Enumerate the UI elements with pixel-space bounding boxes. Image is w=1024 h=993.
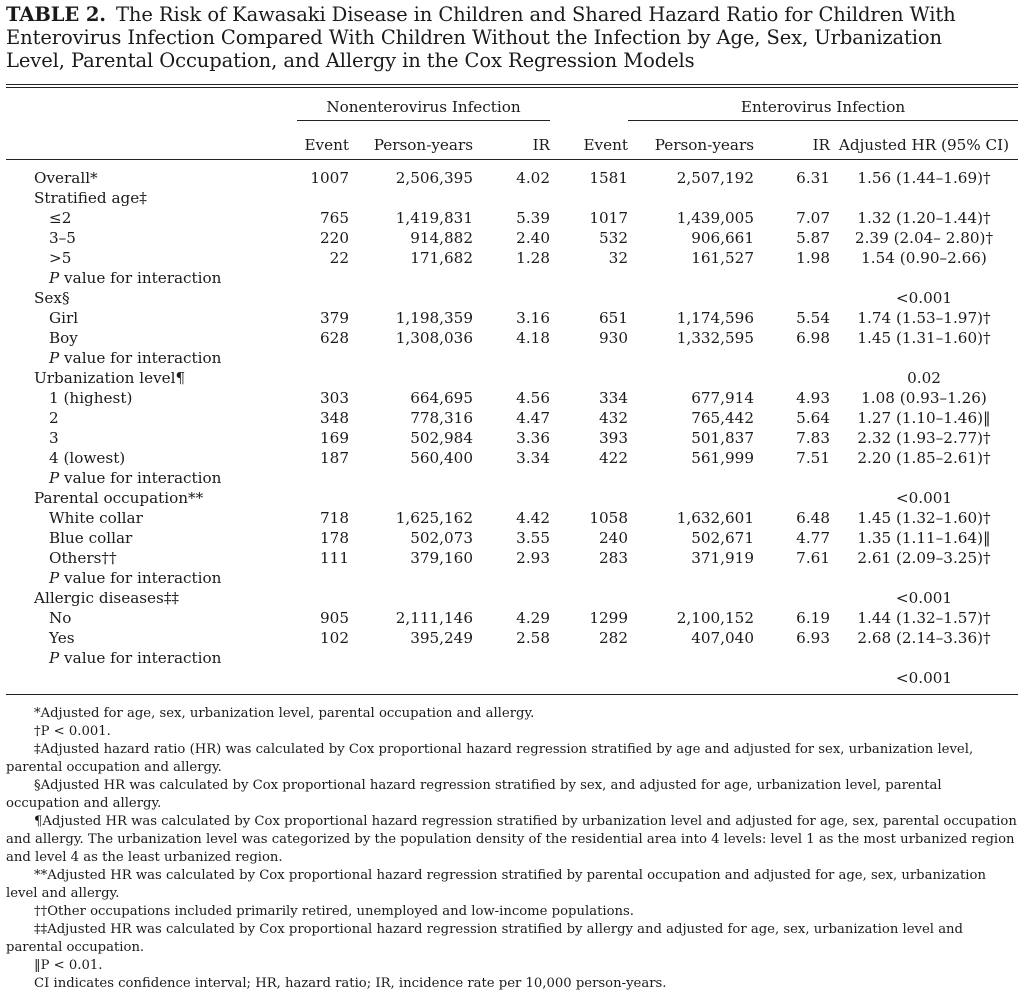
table-row — [6, 388, 1018, 408]
table-row — [6, 228, 1018, 248]
cell-event-non: 22 — [329, 249, 349, 267]
table-row — [6, 368, 1018, 388]
caption-line-3: Level, Parental Occupation, and Allergy in the Cox Regression Models — [6, 49, 695, 72]
cell-ir-entero: 7.07 — [796, 209, 830, 227]
cell-ir-entero — [754, 468, 830, 488]
cell-adjusted-hr: 2.32 (1.93–2.77)† — [857, 429, 991, 447]
cell-ir-entero: 1.98 — [796, 249, 830, 267]
row-label: Parental occupation** — [34, 489, 204, 507]
p-italic: P — [49, 649, 60, 667]
cell-person-years-entero — [628, 288, 754, 308]
cell-ir-non: 2.93 — [516, 549, 550, 567]
cell-adjusted-hr: 1.56 (1.44–1.69)† — [857, 169, 991, 187]
row-label: 3 — [49, 429, 59, 447]
cell-ir-entero — [754, 588, 830, 608]
cell-person-years-non: 2,506,395 — [395, 169, 473, 187]
cell-event-non: 220 — [320, 229, 349, 247]
cell-ir-non: 3.34 — [516, 449, 550, 467]
cell-ir-non: 2.58 — [516, 629, 550, 647]
cell-adjusted-hr: 2.68 (2.14–3.36)† — [857, 629, 991, 647]
cell-event-entero — [550, 588, 628, 608]
cell-event-non: 379 — [320, 309, 349, 327]
cell-person-years-non — [349, 488, 473, 508]
cell-ir-entero: 4.77 — [796, 529, 830, 547]
p-value: <0.001 — [895, 489, 953, 507]
table-row — [6, 248, 1018, 268]
cell-adjusted-hr: 1.44 (1.32–1.57)† — [857, 609, 991, 627]
table-row — [6, 488, 1018, 508]
cell-event-non: 169 — [320, 429, 349, 447]
cell-ir-non — [473, 648, 550, 668]
cell-event-non — [297, 568, 349, 588]
cell-event-entero: 532 — [599, 229, 628, 247]
table-row — [6, 468, 1018, 488]
cell-event-non — [297, 368, 349, 388]
cell-event-entero: 1058 — [589, 509, 628, 527]
cell-event-entero — [550, 288, 628, 308]
cell-event-entero — [550, 188, 628, 208]
cell-person-years-non: 664,695 — [410, 389, 473, 407]
row-label: Girl — [49, 309, 79, 327]
cell-ir-non: 4.42 — [516, 509, 550, 527]
table-row — [6, 448, 1018, 468]
row-label: No — [49, 609, 72, 627]
col-header-person-years-non: Person-years — [349, 121, 473, 160]
cell-event-non: 102 — [320, 629, 349, 647]
cell-ir-non — [473, 288, 550, 308]
cell-ir-non — [473, 568, 550, 588]
row-label: 4 (lowest) — [49, 449, 126, 467]
cell-event-entero: 1299 — [589, 609, 628, 627]
cell-ir-entero: 7.83 — [796, 429, 830, 447]
cell-person-years-non: 778,316 — [410, 409, 473, 427]
cell-event-non — [297, 348, 349, 368]
cell-ir-non: 4.47 — [516, 409, 550, 427]
cell-person-years-entero — [628, 188, 754, 208]
row-label: >5 — [49, 249, 72, 267]
cell-event-non: 187 — [320, 449, 349, 467]
row-label: P value for interaction — [49, 269, 222, 287]
cell-ir-non: 4.02 — [516, 169, 550, 187]
row-label: P value for interaction — [49, 569, 222, 587]
cell-ir-entero: 6.98 — [796, 329, 830, 347]
cell-adjusted-hr — [830, 188, 1018, 208]
col-header-person-years-entero: Person-years — [628, 121, 754, 160]
caption-line-1 — [6, 3, 1018, 26]
cell-ir-entero — [754, 648, 830, 668]
cell-event-non — [297, 648, 349, 668]
cell-event-entero: 651 — [599, 309, 628, 327]
cell-event-entero: 334 — [599, 389, 628, 407]
cell-ir-non — [473, 588, 550, 608]
table-caption — [6, 3, 1018, 72]
table-row — [6, 548, 1018, 568]
cell-adjusted-hr: 1.74 (1.53–1.97)† — [857, 309, 991, 327]
col-header-ir-non: IR — [473, 121, 550, 160]
table-row — [6, 648, 1018, 668]
cell-adjusted-hr: 1.08 (0.93–1.26) — [861, 389, 987, 407]
cell-person-years-entero: 1,174,596 — [676, 309, 754, 327]
row-label: White collar — [49, 509, 143, 527]
row-label: ≤2 — [49, 209, 72, 227]
cell-ir-non: 3.36 — [516, 429, 550, 447]
cell-event-non: 111 — [320, 549, 349, 567]
cell-ir-entero — [754, 288, 830, 308]
data-table — [6, 88, 1018, 688]
cell-adjusted-hr — [830, 468, 1018, 488]
group-header-nonenterovirus: Nonenterovirus Infection — [297, 88, 550, 121]
footnote: §Adjusted HR was calculated by Cox proportional hazard regression stratified by sex, and adjusted for age, urbanization level, parental occupation and allergy. — [6, 778, 942, 811]
cell-event-entero: 282 — [599, 629, 628, 647]
row-label: Yes — [49, 629, 75, 647]
p-value: <0.001 — [895, 289, 953, 307]
cell-event-non: 303 — [320, 389, 349, 407]
cell-ir-entero — [754, 368, 830, 388]
cell-event-non: 178 — [320, 529, 349, 547]
caption-text-1: The Risk of Kawasaki Disease in Children and Shared Hazard Ratio for Children With — [115, 3, 956, 26]
cell-person-years-non — [349, 188, 473, 208]
cell-ir-entero: 6.31 — [796, 169, 830, 187]
cell-adjusted-hr — [830, 268, 1018, 288]
cell-person-years-entero — [628, 268, 754, 288]
p-italic: P — [49, 469, 60, 487]
table-bottom-rule — [6, 694, 1018, 695]
cell-event-entero: 432 — [599, 409, 628, 427]
col-header-event-entero: Event — [550, 121, 628, 160]
table-row — [6, 408, 1018, 428]
cell-person-years-non — [349, 648, 473, 668]
cell-ir-non: 3.55 — [516, 529, 550, 547]
cell-person-years-non: 2,111,146 — [395, 609, 473, 627]
cell-person-years-non: 1,419,831 — [395, 209, 473, 227]
row-label: 1 (highest) — [49, 389, 133, 407]
cell-adjusted-hr — [830, 648, 1018, 668]
cell-event-entero — [550, 268, 628, 288]
cell-ir-entero — [754, 568, 830, 588]
cell-event-entero: 393 — [599, 429, 628, 447]
cell-person-years-entero: 1,332,595 — [676, 329, 754, 347]
cell-event-entero: 1581 — [589, 169, 628, 187]
table-label: TABLE 2. — [6, 3, 106, 26]
cell-adjusted-hr: 2.20 (1.85–2.61)† — [857, 449, 991, 467]
cell-ir-entero: 6.48 — [796, 509, 830, 527]
cell-ir-non: 2.40 — [516, 229, 550, 247]
footnote: **Adjusted HR was calculated by Cox proportional hazard regression stratified by parental occupation and adjusted for age, sex, urbanization level and allergy. — [6, 868, 986, 901]
cell-ir-entero: 6.19 — [796, 609, 830, 627]
cell-ir-non — [473, 488, 550, 508]
col-header-ir-entero: IR — [754, 121, 830, 160]
footnote: CI indicates confidence interval; HR, hazard ratio; IR, incidence rate per 10,000 person-years. — [34, 976, 667, 991]
cell-person-years-entero: 1,439,005 — [676, 209, 754, 227]
group-header-row — [6, 88, 1018, 121]
cell-event-non — [297, 588, 349, 608]
cell-ir-non: 4.29 — [516, 609, 550, 627]
group-header-enterovirus: Enterovirus Infection — [628, 88, 1018, 121]
cell-event-non — [297, 268, 349, 288]
cell-adjusted-hr — [830, 348, 1018, 368]
table-row — [6, 348, 1018, 368]
row-label: P value for interaction — [49, 349, 222, 367]
row-label: Others†† — [49, 549, 117, 567]
cell-adjusted-hr: 1.32 (1.20–1.44)† — [857, 209, 991, 227]
p-italic: P — [49, 569, 60, 587]
row-label: Urbanization level¶ — [34, 369, 186, 387]
footnote: ¶Adjusted HR was calculated by Cox proportional hazard regression stratified by urbanization level and adjusted for age, sex, parental occupation and allergy. The urbanization level was categorized by the population density of the residential area into 4 levels: level 1 as the most urbanized region and level 4 as the least urbanized region. — [6, 814, 1017, 865]
table-row — [6, 608, 1018, 628]
cell-person-years-non — [349, 268, 473, 288]
cell-event-entero: 240 — [599, 529, 628, 547]
cell-person-years-non: 395,249 — [410, 629, 473, 647]
cell-event-entero — [550, 568, 628, 588]
cell-person-years-entero — [628, 648, 754, 668]
cell-ir-non: 4.18 — [516, 329, 550, 347]
cell-event-non — [297, 468, 349, 488]
cell-ir-entero — [754, 268, 830, 288]
cell-person-years-entero — [628, 368, 754, 388]
cell-ir-entero: 7.61 — [796, 549, 830, 567]
cell-person-years-entero: 501,837 — [691, 429, 754, 447]
p-italic: P — [49, 269, 60, 287]
cell-adjusted-hr — [830, 568, 1018, 588]
footnote: ††Other occupations included primarily retired, unemployed and low-income populations. — [34, 904, 634, 919]
cell-event-non: 718 — [320, 509, 349, 527]
cell-person-years-entero — [628, 488, 754, 508]
row-label: Stratified age‡ — [34, 189, 147, 207]
col-header-adjusted-hr: Adjusted HR (95% CI) — [830, 121, 1018, 160]
cell-ir-entero: 4.93 — [796, 389, 830, 407]
cell-person-years-non — [349, 368, 473, 388]
cell-person-years-non: 1,308,036 — [395, 329, 473, 347]
cell-event-entero: 1017 — [589, 209, 628, 227]
cell-person-years-entero: 1,632,601 — [676, 509, 754, 527]
table-row — [6, 308, 1018, 328]
row-label: Sex§ — [34, 289, 70, 307]
cell-ir-non: 1.28 — [516, 249, 550, 267]
footnote: ‖P < 0.01. — [34, 958, 103, 973]
cell-person-years-entero: 2,100,152 — [676, 609, 754, 627]
cell-person-years-non: 171,682 — [410, 249, 473, 267]
cell-event-entero — [550, 348, 628, 368]
row-label: P value for interaction — [49, 649, 222, 667]
column-header-row — [6, 121, 1018, 160]
cell-event-non: 765 — [320, 209, 349, 227]
footnote: †P < 0.001. — [34, 724, 111, 739]
table-row — [6, 588, 1018, 608]
cell-ir-non — [473, 348, 550, 368]
cell-event-entero: 283 — [599, 549, 628, 567]
cell-adjusted-hr: 1.27 (1.10–1.46)‖ — [857, 409, 991, 427]
cell-person-years-non — [349, 288, 473, 308]
cell-person-years-non: 379,160 — [410, 549, 473, 567]
header-spacer — [6, 160, 1018, 169]
cell-person-years-entero: 407,040 — [691, 629, 754, 647]
cell-person-years-entero: 765,442 — [691, 409, 754, 427]
cell-adjusted-hr: 1.45 (1.32–1.60)† — [857, 509, 991, 527]
row-label: 2 — [49, 409, 59, 427]
cell-ir-entero: 5.64 — [796, 409, 830, 427]
cell-ir-non: 4.56 — [516, 389, 550, 407]
cell-event-entero: 32 — [608, 249, 628, 267]
cell-ir-non — [473, 468, 550, 488]
table-row — [6, 168, 1018, 188]
table-row — [6, 268, 1018, 288]
cell-person-years-non — [349, 468, 473, 488]
row-label: P value for interaction — [49, 469, 222, 487]
row-label: Blue collar — [49, 529, 133, 547]
cell-ir-entero — [754, 188, 830, 208]
cell-event-entero — [550, 648, 628, 668]
table-row — [6, 288, 1018, 308]
p-value: 0.02 — [907, 369, 941, 387]
cell-person-years-entero: 677,914 — [691, 389, 754, 407]
footnote: *Adjusted for age, sex, urbanization level, parental occupation and allergy. — [34, 706, 535, 721]
cell-event-non: 905 — [320, 609, 349, 627]
cell-person-years-entero: 2,507,192 — [676, 169, 754, 187]
table-row — [6, 428, 1018, 448]
cell-ir-non: 5.39 — [516, 209, 550, 227]
cell-adjusted-hr: 2.39 (2.04– 2.80)† — [854, 229, 994, 247]
cell-event-non: 1007 — [310, 169, 349, 187]
cell-person-years-entero — [628, 468, 754, 488]
cell-person-years-non — [349, 568, 473, 588]
p-value: <0.001 — [895, 669, 953, 687]
caption-line-2: Enterovirus Infection Compared With Children Without the Infection by Age, Sex, Urbanization — [6, 26, 942, 49]
table-figure — [6, 0, 1018, 993]
row-label: Boy — [49, 329, 78, 347]
cell-person-years-non: 560,400 — [410, 449, 473, 467]
table-row — [6, 568, 1018, 588]
cell-person-years-non: 502,984 — [410, 429, 473, 447]
table-row — [6, 188, 1018, 208]
cell-person-years-entero — [628, 568, 754, 588]
cell-event-non: 628 — [320, 329, 349, 347]
cell-person-years-entero — [628, 348, 754, 368]
col-header-event-non: Event — [297, 121, 349, 160]
cell-event-entero: 422 — [599, 449, 628, 467]
p-value: <0.001 — [895, 589, 953, 607]
cell-event-entero — [550, 468, 628, 488]
table-row — [6, 628, 1018, 648]
cell-adjusted-hr: 2.61 (2.09–3.25)† — [857, 549, 991, 567]
cell-event-entero — [550, 488, 628, 508]
cell-event-entero — [550, 368, 628, 388]
cell-event-non — [297, 188, 349, 208]
row-label: 3–5 — [49, 229, 76, 247]
table-row — [6, 508, 1018, 528]
footnotes — [6, 705, 1018, 993]
cell-person-years-entero: 906,661 — [691, 229, 754, 247]
cell-person-years-entero: 371,919 — [691, 549, 754, 567]
cell-adjusted-hr: 1.35 (1.11–1.64)‖ — [857, 529, 991, 547]
cell-adjusted-hr: 1.54 (0.90–2.66) — [861, 249, 987, 267]
cell-ir-non: 3.16 — [516, 309, 550, 327]
cell-person-years-non — [349, 588, 473, 608]
row-label: Overall* — [34, 169, 98, 187]
cell-person-years-entero: 561,999 — [691, 449, 754, 467]
cell-event-non — [297, 488, 349, 508]
cell-ir-non — [473, 188, 550, 208]
cell-person-years-non — [349, 348, 473, 368]
cell-person-years-non: 502,073 — [410, 529, 473, 547]
cell-event-non — [297, 288, 349, 308]
table-row — [6, 528, 1018, 548]
cell-ir-entero: 5.87 — [796, 229, 830, 247]
footnote: ‡Adjusted hazard ratio (HR) was calculated by Cox proportional hazard regression stratified by age and adjusted for sex, urbanization level, parental occupation and allergy. — [6, 742, 974, 775]
cell-ir-entero — [754, 348, 830, 368]
cell-ir-entero: 5.54 — [796, 309, 830, 327]
cell-ir-entero: 6.93 — [796, 629, 830, 647]
cell-ir-entero: 7.51 — [796, 449, 830, 467]
cell-person-years-non: 1,625,162 — [395, 509, 473, 527]
p-italic: P — [49, 349, 60, 367]
table-row — [6, 208, 1018, 228]
cell-ir-entero — [754, 488, 830, 508]
cell-person-years-entero — [628, 588, 754, 608]
cell-ir-non — [473, 368, 550, 388]
row-label: Allergic diseases‡‡ — [34, 589, 180, 607]
cell-person-years-non: 1,198,359 — [395, 309, 473, 327]
cell-ir-non — [473, 268, 550, 288]
table-row — [6, 328, 1018, 348]
cell-adjusted-hr: 1.45 (1.31–1.60)† — [857, 329, 991, 347]
cell-person-years-entero: 502,671 — [691, 529, 754, 547]
p-value-row — [6, 668, 1018, 688]
cell-event-non: 348 — [320, 409, 349, 427]
cell-person-years-entero: 161,527 — [691, 249, 754, 267]
cell-event-entero: 930 — [599, 329, 628, 347]
footnote: ‡‡Adjusted HR was calculated by Cox proportional hazard regression stratified by allergy and adjusted for age, sex, urbanization level and parental occupation. — [6, 922, 963, 955]
cell-person-years-non: 914,882 — [410, 229, 473, 247]
